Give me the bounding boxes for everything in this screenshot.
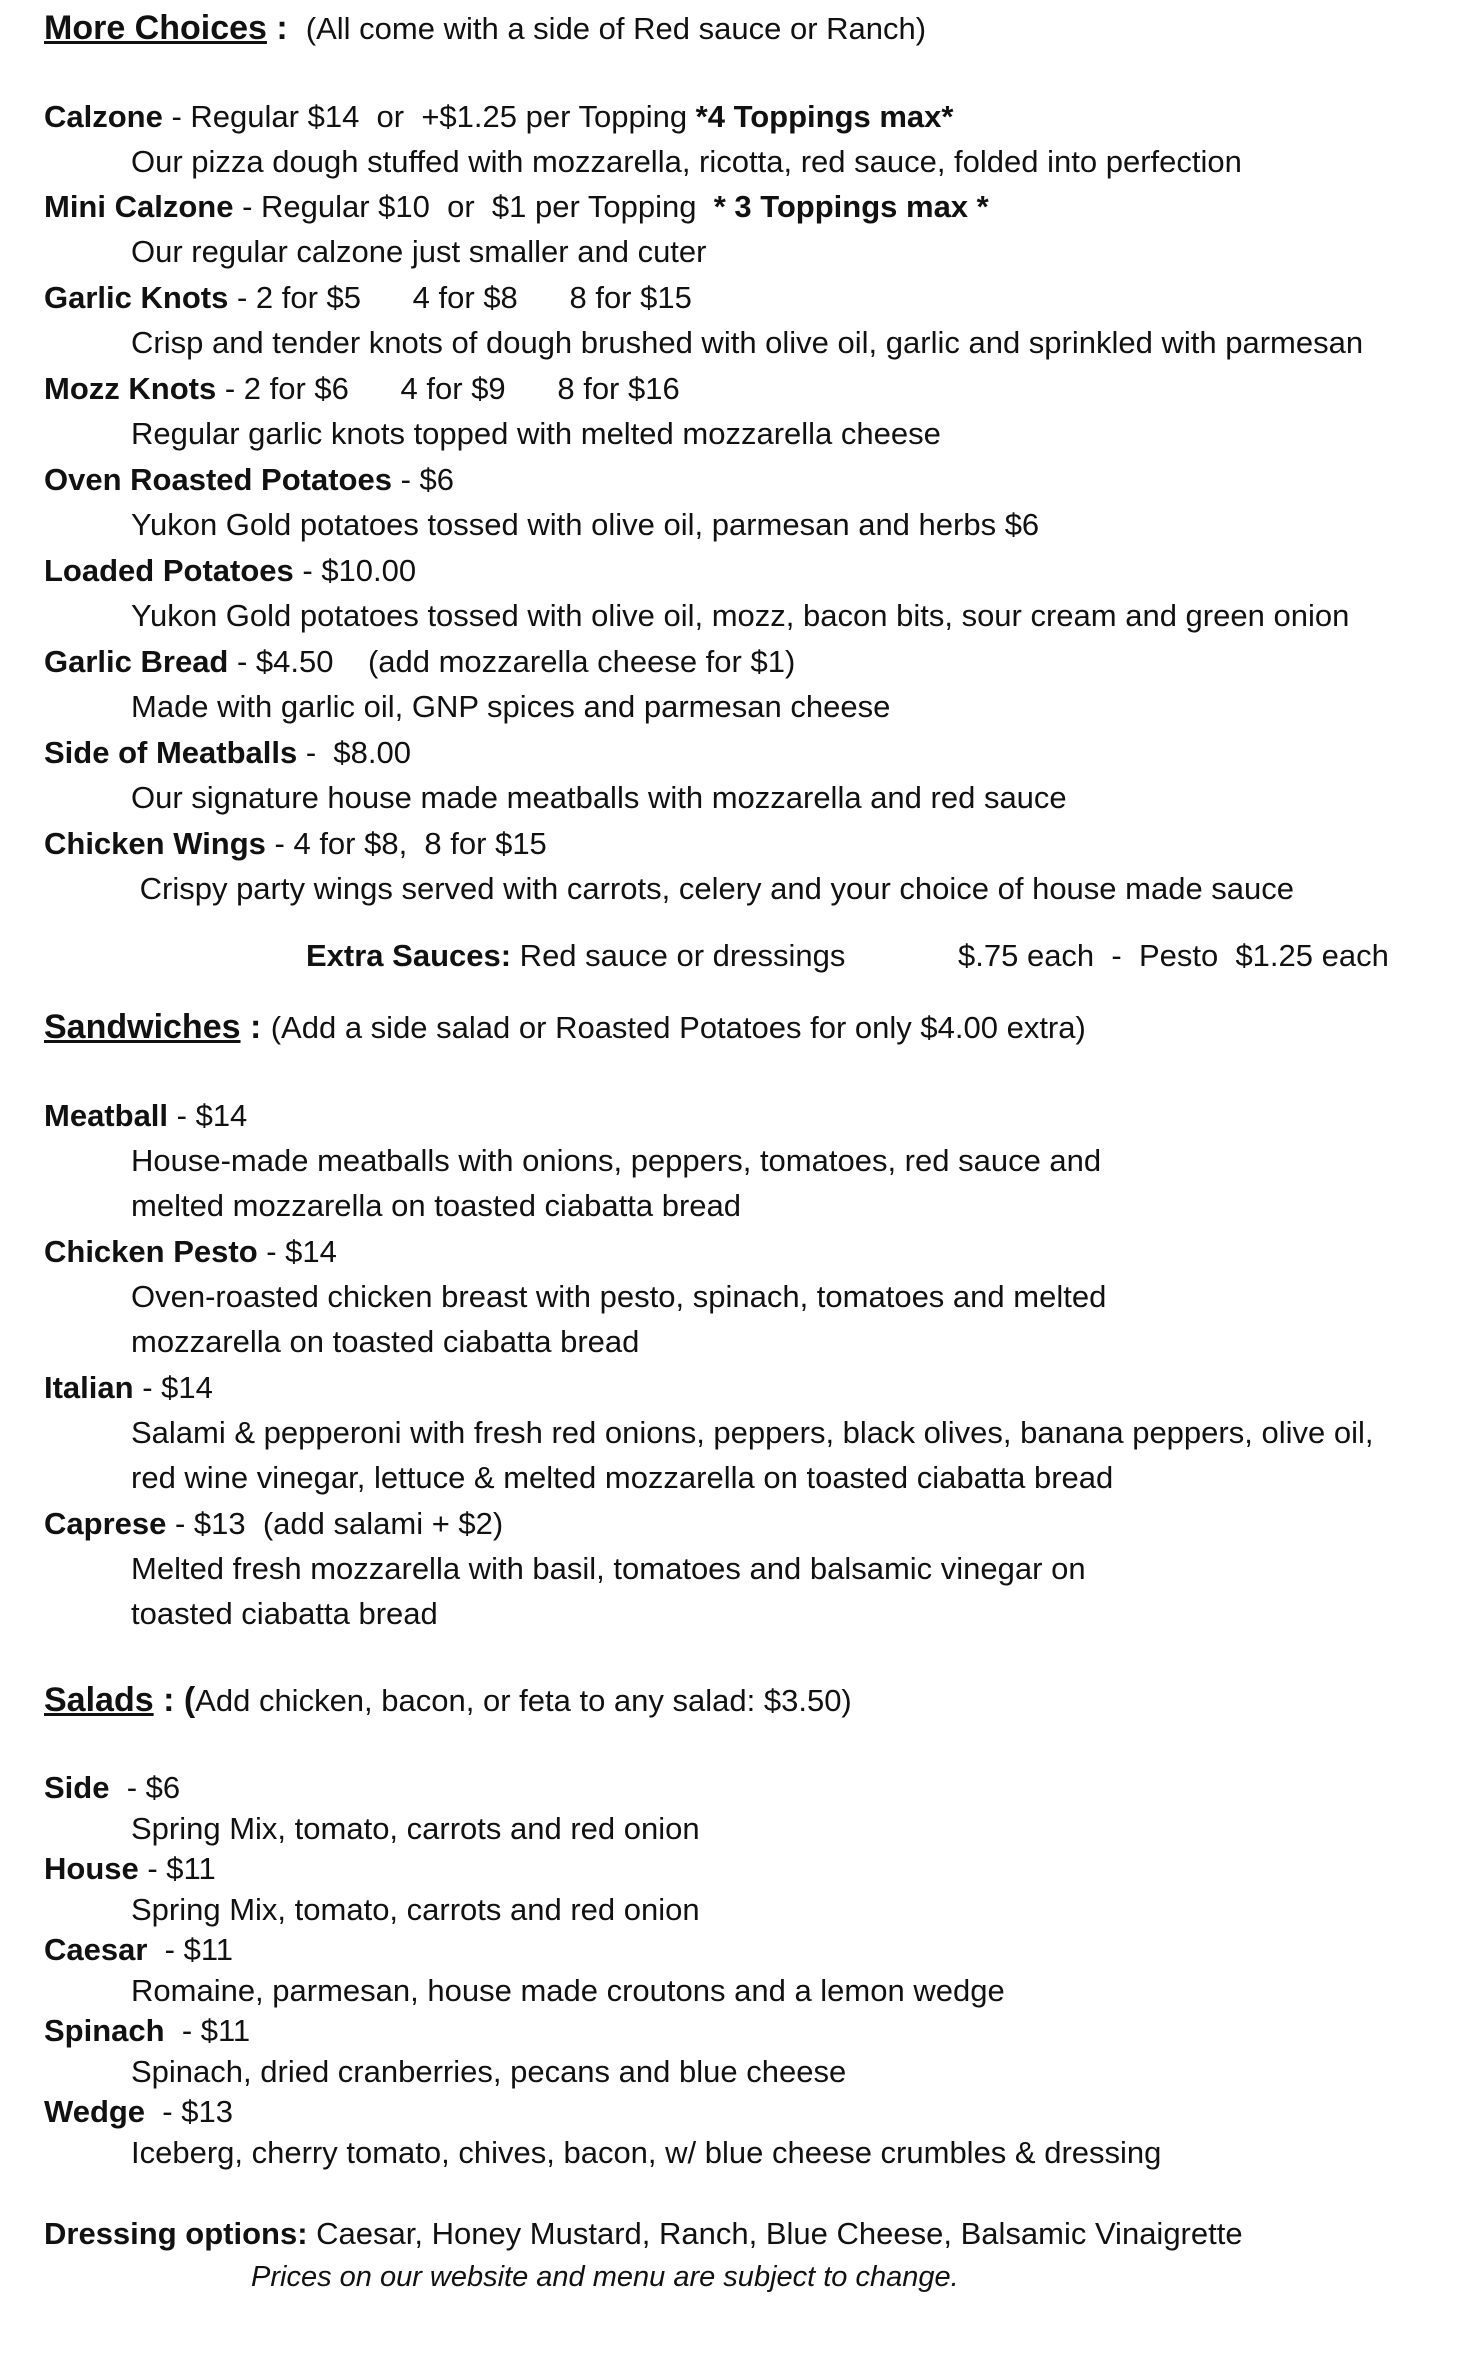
item-description: Our regular calzone just smaller and cuter xyxy=(131,234,707,269)
item-description: Spring Mix, tomato, carrots and red onion xyxy=(131,1892,700,1927)
menu-item xyxy=(44,2012,250,2049)
item-description: Spring Mix, tomato, carrots and red onion xyxy=(131,1811,700,1846)
menu-item xyxy=(44,1233,337,1270)
section-note: (All come with a side of Red sauce or Ranch) xyxy=(297,11,927,46)
item-name: Chicken Wings xyxy=(44,826,266,861)
menu-item xyxy=(44,1369,213,1406)
menu-item xyxy=(44,1097,247,1134)
more-choices-header xyxy=(44,8,926,49)
menu-item xyxy=(44,370,680,407)
item-description: House-made meatballs with onions, peppers, tomatoes, red sauce and xyxy=(131,1143,1102,1178)
section-note: Add chicken, bacon, or feta to any salad: $3.50) xyxy=(195,1683,852,1718)
menu-item xyxy=(44,1769,180,1806)
item-name: Caesar xyxy=(44,1932,148,1967)
item-description: Crispy party wings served with carrots, celery and your choice of house made sauce xyxy=(131,871,1295,906)
item-price: - 2 for $6 4 for $9 8 for $16 xyxy=(216,371,680,406)
item-name: Meatball xyxy=(44,1098,169,1133)
item-description: red wine vinegar, lettuce & melted mozzarella on toasted ciabatta bread xyxy=(131,1460,1114,1495)
item-price: - 4 for $8, 8 for $15 xyxy=(265,826,547,861)
menu-item xyxy=(44,98,953,135)
item-name: Mozz Knots xyxy=(44,371,217,406)
item-name: Garlic Knots xyxy=(44,280,229,315)
item-name: Caprese xyxy=(44,1506,167,1541)
item-description: melted mozzarella on toasted ciabatta bread xyxy=(131,1188,742,1223)
item-name: Mini Calzone xyxy=(44,189,234,224)
item-price: - $6 xyxy=(391,462,455,497)
item-price: - $6 xyxy=(109,1770,181,1805)
item-price: - $8.00 xyxy=(297,735,411,770)
item-description: Yukon Gold potatoes tossed with olive oil, mozz, bacon bits, sour cream and green onion xyxy=(131,598,1350,633)
section-heading: Sandwiches xyxy=(44,1008,241,1046)
item-price: - $13 xyxy=(145,2094,233,2129)
dressing-options xyxy=(44,2215,1243,2252)
item-description: mozzarella on toasted ciabatta bread xyxy=(131,1324,640,1359)
menu-item xyxy=(44,643,795,680)
item-price: - $14 xyxy=(257,1234,337,1269)
item-description: Our pizza dough stuffed with mozzarella, ricotta, red sauce, folded into perfection xyxy=(131,144,1242,179)
item-description: Crisp and tender knots of dough brushed with olive oil, garlic and sprinkled with parmesan xyxy=(131,325,1364,360)
item-name: Garlic Bread xyxy=(44,644,229,679)
item-name: Chicken Pesto xyxy=(44,1234,258,1269)
extra-sauces-label: Extra Sauces: xyxy=(306,938,512,973)
price-disclaimer: Prices on our website and menu are subject to change. xyxy=(251,2261,959,2293)
item-extra: * 3 Toppings max * xyxy=(713,189,989,224)
item-price: - 2 for $5 4 for $8 8 for $15 xyxy=(228,280,692,315)
menu-item xyxy=(44,552,416,589)
section-heading: More Choices xyxy=(44,9,267,47)
section-heading: Salads xyxy=(44,1681,154,1719)
item-description: Made with garlic oil, GNP spices and parmesan cheese xyxy=(131,689,891,724)
item-description: Salami & pepperoni with fresh red onions, peppers, black olives, banana peppers, olive oil, xyxy=(131,1415,1374,1450)
section-note: (Add a side salad or Roasted Potatoes for only $4.00 extra) xyxy=(270,1010,1086,1045)
item-name: House xyxy=(44,1851,139,1886)
item-description: Yukon Gold potatoes tossed with olive oil, parmesan and herbs $6 xyxy=(131,507,1040,542)
dressing-label: Dressing options: xyxy=(44,2216,308,2251)
menu-item xyxy=(44,279,692,316)
menu-item xyxy=(44,1850,216,1887)
heading-colon: : ( xyxy=(153,1681,196,1719)
menu-item xyxy=(44,825,547,862)
item-description: Our signature house made meatballs with mozzarella and red sauce xyxy=(131,780,1067,815)
item-price: - $14 xyxy=(168,1098,248,1133)
salads-header xyxy=(44,1680,852,1721)
item-name: Side of Meatballs xyxy=(44,735,298,770)
item-price: - $14 xyxy=(133,1370,213,1405)
item-description: Spinach, dried cranberries, pecans and blue cheese xyxy=(131,2054,847,2089)
item-extra: *4 Toppings max* xyxy=(695,99,954,134)
item-price: - Regular $10 or $1 per Topping xyxy=(233,189,714,224)
item-description: toasted ciabatta bread xyxy=(131,1596,438,1631)
item-name: Wedge xyxy=(44,2094,146,2129)
sandwiches-header xyxy=(44,1007,1086,1048)
item-name: Oven Roasted Potatoes xyxy=(44,462,392,497)
extra-sauces-line xyxy=(306,937,845,974)
item-price: - $11 xyxy=(164,2013,251,2048)
menu-item xyxy=(44,188,989,225)
dressing-text: Caesar, Honey Mustard, Ranch, Blue Cheese, Balsamic Vinaigrette xyxy=(307,2216,1243,2251)
item-description: Melted fresh mozzarella with basil, tomatoes and balsamic vinegar on xyxy=(131,1551,1086,1586)
extra-sauces-price: $.75 each - Pesto $1.25 each xyxy=(958,938,1389,973)
item-description: Oven-roasted chicken breast with pesto, spinach, tomatoes and melted xyxy=(131,1279,1107,1314)
item-name: Italian xyxy=(44,1370,134,1405)
item-name: Spinach xyxy=(44,2013,165,2048)
item-price: - $4.50 (add mozzarella cheese for $1) xyxy=(228,644,796,679)
menu-item xyxy=(44,1931,233,1968)
item-name: Loaded Potatoes xyxy=(44,553,294,588)
item-description: Romaine, parmesan, house made croutons and a lemon wedge xyxy=(131,1973,1005,2008)
menu-item xyxy=(44,734,411,771)
item-name: Side xyxy=(44,1770,110,1805)
menu-item xyxy=(44,1505,503,1542)
item-price: - $11 xyxy=(138,1851,216,1886)
item-price: - $13 (add salami + $2) xyxy=(166,1506,504,1541)
item-description: Iceberg, cherry tomato, chives, bacon, w/ blue cheese crumbles & dressing xyxy=(131,2135,1162,2170)
item-price: - $10.00 xyxy=(293,553,417,588)
heading-colon: : xyxy=(240,1008,271,1046)
item-description: Regular garlic knots topped with melted mozzarella cheese xyxy=(131,416,941,451)
extra-sauces-text: Red sauce or dressings xyxy=(511,938,846,973)
heading-colon: : xyxy=(266,9,298,47)
item-name: Calzone xyxy=(44,99,163,134)
menu-item xyxy=(44,461,454,498)
item-price: - Regular $14 or +$1.25 per Topping xyxy=(162,99,696,134)
item-price: - $11 xyxy=(147,1932,234,1967)
menu-item xyxy=(44,2093,233,2130)
